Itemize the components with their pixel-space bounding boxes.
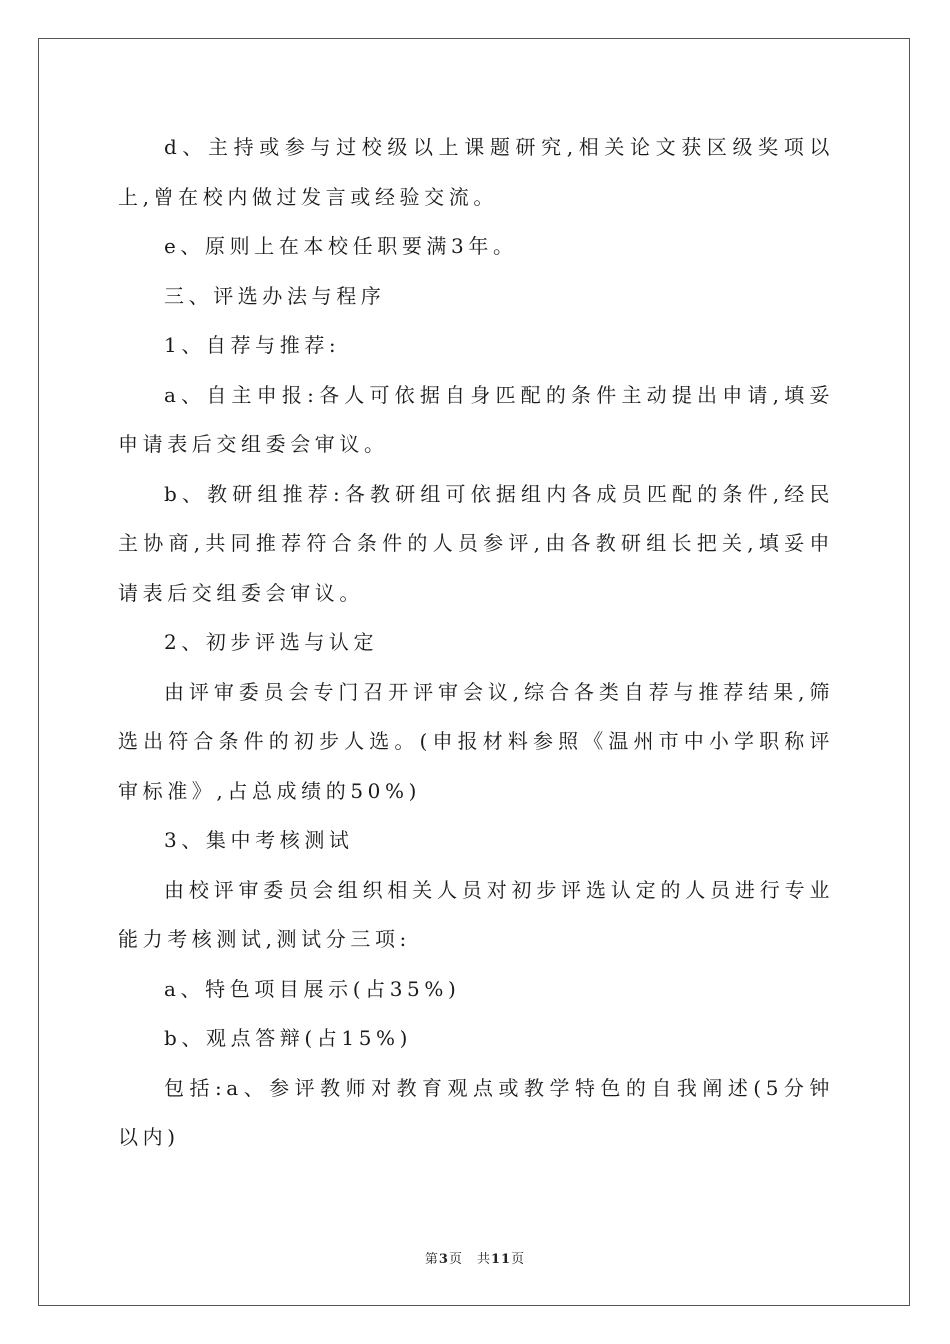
section-heading-3: 三、评选办法与程序 [164, 283, 386, 308]
footer-page-suffix: 页 [448, 1252, 463, 1267]
paragraph-self-report: a、自主申报:各人可依据自身匹配的条件主动提出申请,填妥申请表后交组委会审议。 [118, 382, 834, 456]
page-footer [0, 1248, 950, 1267]
subheading-3: 3、集中考核测试 [164, 828, 354, 852]
subheading-1: 1、自荐与推荐: [164, 333, 341, 357]
paragraph-preliminary: 由评审委员会专门召开评审会议,综合各类自荐与推荐结果,筛选出符合条件的初步人选。(申报材料参照《温州市中小学职称评审标准》,占总成绩的50%) [118, 679, 834, 803]
subheading-2: 2、初步评选与认定 [164, 630, 379, 654]
paragraph-assessment: 由校评审委员会组织相关人员对初步评选认定的人员进行专业能力考核测试,测试分三项: [118, 877, 834, 951]
paragraph-e-criteria: e、原则上在本校任职要满3年。 [164, 234, 518, 258]
item-b-defense: b、观点答辩(占15%) [164, 1026, 413, 1050]
paragraph-d-criteria: d、主持或参与过校级以上课题研究,相关论文获区级奖项以上,曾在校内做过发言或经验交流。 [118, 135, 834, 209]
item-a-showcase: a、特色项目展示(占35%) [164, 976, 461, 1001]
footer-page-prefix: 第 [424, 1252, 439, 1267]
paragraph-includes: 包括:a、参评教师对教育观点或教学特色的自我阐述(5分钟以内) [118, 1075, 834, 1149]
footer-total-prefix: 共 [476, 1252, 491, 1267]
footer-page-number: 3 [438, 1252, 449, 1267]
footer-total-pages: 11 [490, 1252, 512, 1267]
footer-total-suffix: 页 [511, 1252, 526, 1267]
document-body [118, 123, 834, 1163]
paragraph-group-recommend: b、教研组推荐:各教研组可依据组内各成员匹配的条件,经民主协商,共同推荐符合条件的人员参评,由各教研组长把关,填妥申请表后交组委会审议。 [118, 481, 834, 605]
